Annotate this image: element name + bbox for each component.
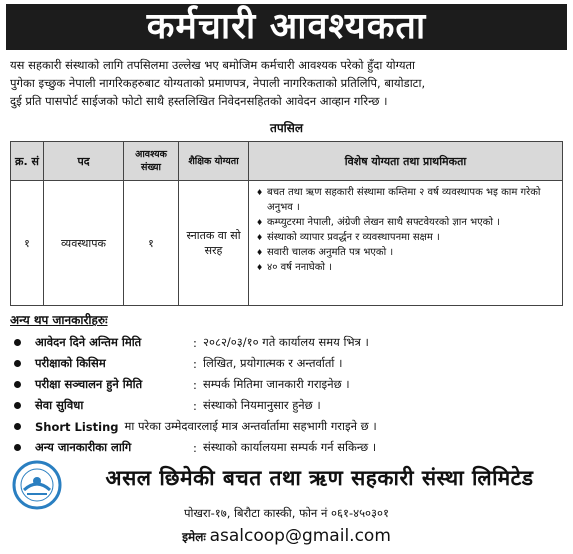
organization-address: पोखरा-१७, बिरौटा कास्की, फोन नं ०६१-४५०३०१ — [184, 506, 389, 520]
intro-line: दुई प्रति पासपोर्ट साईजको फोटो साथै हस्तलिखित निवेदनसहितको आवेदन आव्हान गरिन्छ । — [10, 94, 388, 108]
info-row-exam-date — [10, 374, 566, 395]
header-serial: क्र. सं — [11, 142, 44, 181]
header-post: पद — [44, 142, 124, 181]
cell-education: स्नातक वा सो सरह — [179, 181, 249, 306]
info-value: संस्थाको कार्यालयमा सम्पर्क गर्न सकिन्छ । — [203, 440, 377, 454]
info-value: संस्थाको नियमानुसार हुनेछ । — [203, 398, 321, 412]
info-value: २०८२/०३/१० गते कार्यालय समय भित्र । — [203, 335, 369, 349]
bullet-icon — [14, 444, 21, 451]
qualification-item: ♦ संस्थाको व्यापार प्रवर्द्धन र व्यवस्थापनमा सक्षम । — [267, 230, 556, 245]
table-heading: तपसिल — [269, 121, 303, 135]
vacancy-table — [10, 141, 563, 306]
bullet-icon — [14, 339, 21, 346]
email-label: इमेलः — [182, 530, 206, 544]
info-colon: : — [193, 356, 197, 371]
info-key: परीक्षाको किसिम — [35, 356, 106, 370]
info-value: मा परेका उम्मेदवारलाई मात्र अन्तर्वार्तामा सहभागी गराइने छ । — [124, 419, 377, 433]
bullet-icon — [14, 381, 21, 388]
info-key: अन्य जानकारीका लागि — [35, 440, 132, 454]
cooperative-logo-icon — [12, 460, 62, 510]
header-education: शैक्षिक योग्यता — [179, 142, 249, 181]
intro-line: पुगेका इच्छुक नेपाली नागरिकहरुबाट योग्यताको प्रमाणपत्र, नेपाली नागरिकताको प्रतिलिपि, बायोडाटा, — [10, 76, 426, 90]
info-row-deadline — [10, 332, 566, 353]
other-info-title: अन्य थप जानकारीहरुः — [10, 313, 108, 327]
cell-serial: १ — [11, 181, 44, 306]
info-key: सेवा सुविधा — [35, 398, 84, 412]
qualification-item: ♦ ४० वर्ष ननाघेको । — [267, 260, 556, 275]
bullet-icon — [14, 402, 21, 409]
table-row — [11, 181, 563, 306]
qualification-item: ♦ कम्प्युटरमा नेपाली, अंग्रेजी लेखन साथै सफ्टवेयरको ज्ञान भएको । — [267, 215, 556, 230]
table-header-row — [11, 142, 563, 181]
header-count: आवश्यक संख्या — [124, 142, 179, 181]
info-key: आवेदन दिने अन्तिम मिति — [35, 335, 142, 349]
email-line — [0, 526, 573, 546]
info-row-exam-type — [10, 353, 566, 374]
qualification-item: ♦ सवारी चालक अनुमति पत्र भएको । — [267, 245, 556, 260]
email-address: asalcoop@gmail.com — [209, 526, 391, 546]
intro-paragraph — [10, 56, 566, 110]
page-title-banner: कर्मचारी आवश्यकता — [6, 4, 567, 50]
bullet-icon — [14, 423, 21, 430]
info-colon: : — [193, 398, 197, 413]
other-info-section — [10, 311, 566, 458]
info-colon: : — [193, 335, 197, 350]
qualification-item: ♦ बचत तथा ऋण सहकारी संस्थामा कम्तिमा २ वर्ष व्यवस्थापक भइ काम गरेको अनुभव । — [267, 185, 556, 215]
cell-qualifications — [249, 181, 563, 306]
info-row-short-listing — [10, 416, 566, 437]
organization-name: असल छिमेकी बचत तथा ऋण सहकारी संस्था लिमिटेड — [105, 466, 534, 490]
info-row-contact — [10, 437, 566, 458]
footer — [0, 458, 573, 554]
info-value: सम्पर्क मितिमा जानकारी गराइनेछ । — [203, 377, 350, 391]
info-colon: : — [193, 377, 197, 392]
info-value: लिखित, प्रयोगात्मक र अन्तर्वार्ता । — [203, 356, 343, 370]
info-row-benefits — [10, 395, 566, 416]
cell-post: व्यवस्थापक — [44, 181, 124, 306]
intro-line: यस सहकारी संस्थाको लागि तपसिलमा उल्लेख भए बमोजिम कर्मचारी आवश्यक परेको हुँदा योग्यता — [10, 58, 416, 72]
info-key: परीक्षा सञ्चालन हुने मिति — [35, 377, 143, 391]
header-special-qualification: विशेष योग्यता तथा प्राथमिकता — [249, 142, 563, 181]
info-colon: : — [193, 440, 197, 455]
info-key: Short Listing — [35, 419, 119, 434]
bullet-icon — [14, 360, 21, 367]
cell-count: १ — [124, 181, 179, 306]
